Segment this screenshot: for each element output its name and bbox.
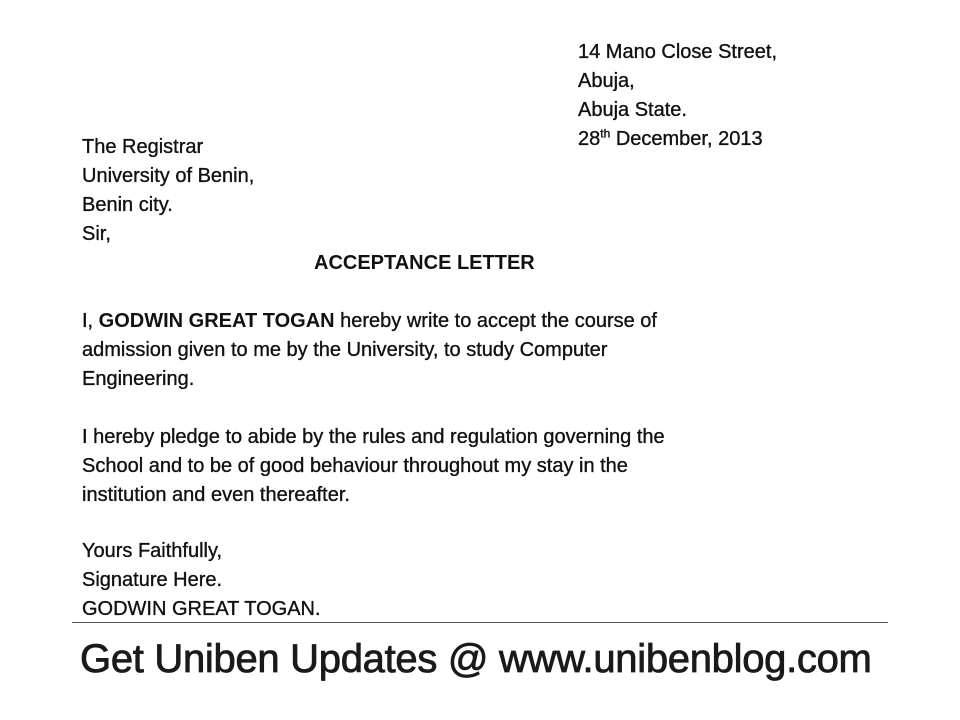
recipient-line: The Registrar	[82, 136, 204, 158]
letter-closing	[82, 537, 321, 624]
letter-heading: ACCEPTANCE LETTER	[314, 252, 535, 274]
date-suffix: th	[600, 126, 611, 141]
applicant-name: GODWIN GREAT TOGAN	[98, 310, 335, 332]
sender-address-line: 14 Mano Close Street,	[578, 41, 777, 63]
signatory-name: GODWIN GREAT TOGAN.	[82, 598, 321, 620]
pledge-paragraph	[82, 423, 665, 510]
recipient-line: University of Benin,	[82, 165, 255, 187]
paragraph-line: School and to be of good behaviour throughout my stay in the	[82, 455, 628, 477]
paragraph-prefix: I,	[82, 310, 99, 332]
recipient-line: Benin city.	[82, 194, 173, 216]
paragraph-line: institution and even thereafter.	[82, 484, 350, 506]
acceptance-paragraph	[82, 307, 657, 394]
date-month-year: December, 2013	[610, 128, 763, 150]
paragraph-line-rest: hereby write to accept the course of	[334, 310, 657, 332]
sender-address-line: Abuja State.	[578, 99, 687, 121]
letter-date	[578, 125, 777, 154]
date-day: 28	[578, 128, 601, 150]
paragraph-line: I hereby pledge to abide by the rules and regulation governing the	[82, 426, 665, 448]
salutation: Sir,	[82, 223, 111, 245]
recipient-address	[82, 133, 254, 220]
paragraph-line: admission given to me by the University, to study Computer	[82, 339, 608, 361]
footer-divider	[72, 622, 888, 623]
sender-address-line: Abuja,	[578, 70, 635, 92]
paragraph-line: Engineering.	[82, 368, 195, 390]
paragraph-line	[82, 307, 657, 336]
sender-address	[578, 38, 777, 154]
closing-line: Yours Faithfully,	[82, 540, 223, 562]
signature-placeholder: Signature Here.	[82, 569, 223, 591]
footer-banner: Get Uniben Updates @ www.unibenblog.com	[80, 637, 872, 681]
